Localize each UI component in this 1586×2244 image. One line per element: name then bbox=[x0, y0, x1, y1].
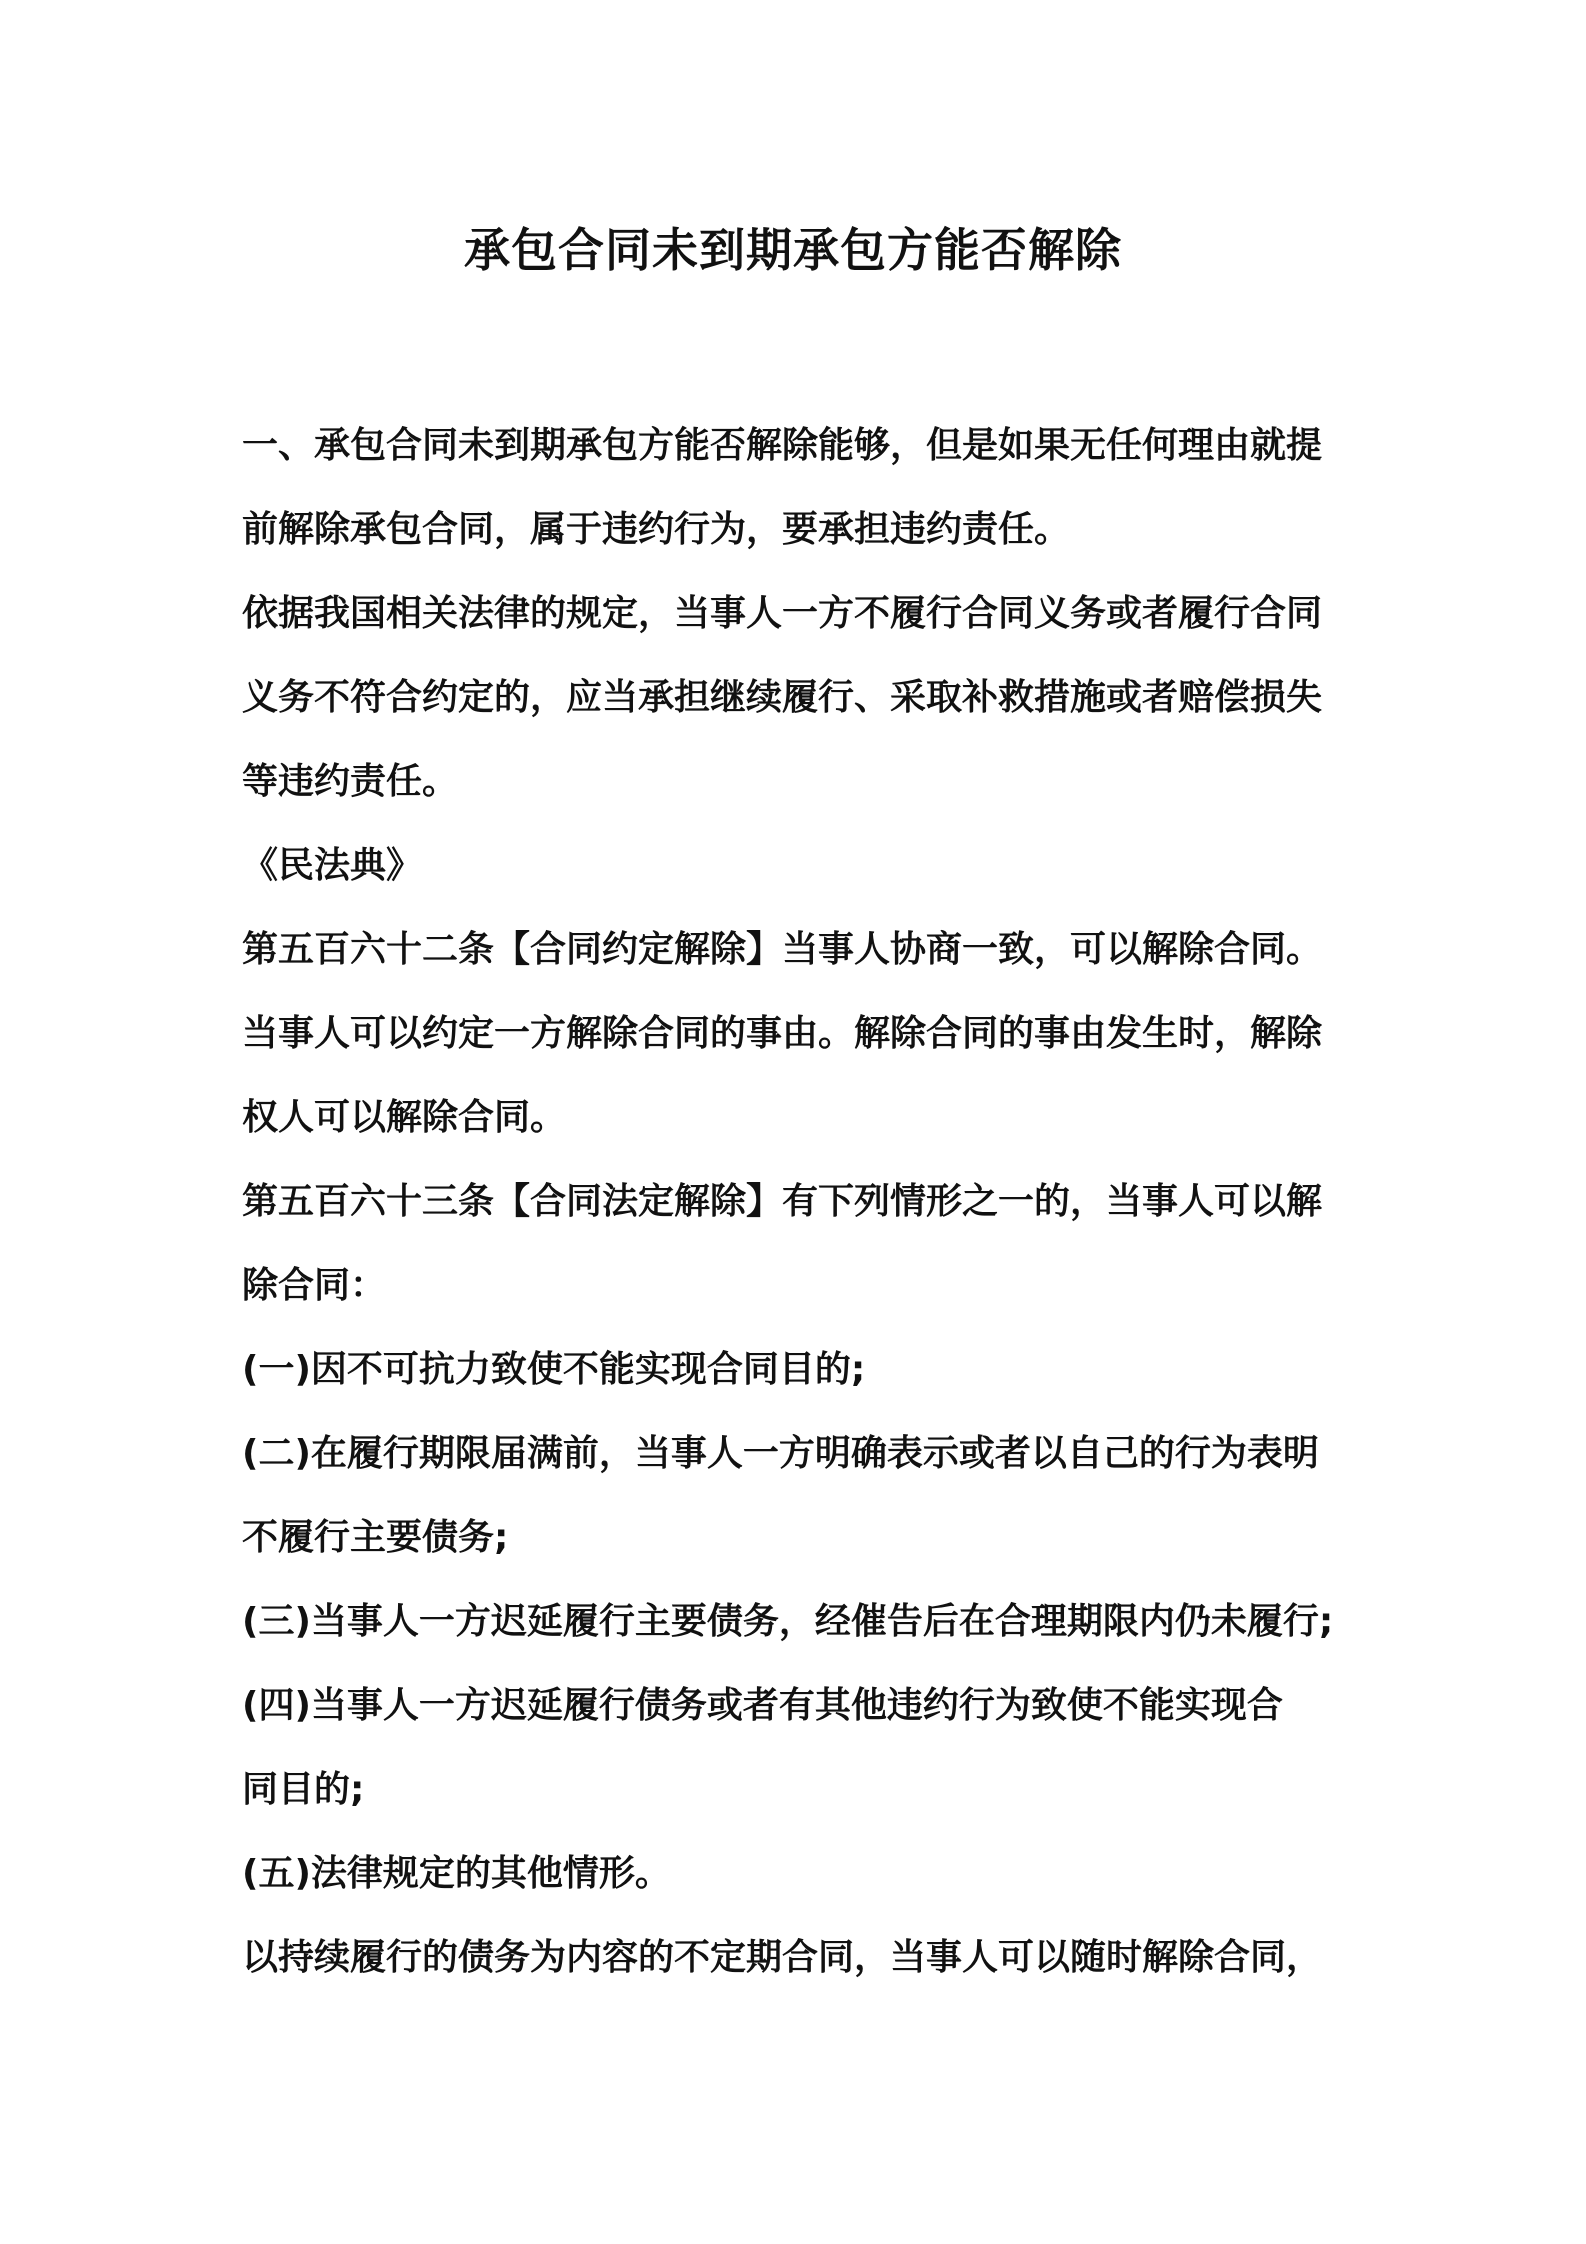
paragraph-line: 不履行主要债务; bbox=[242, 1517, 509, 1558]
paragraph-line: 第五百六十三条【合同法定解除】有下列情形之一的，当事人可以解 bbox=[242, 1181, 1323, 1222]
paragraph-line: 除合同： bbox=[242, 1265, 387, 1306]
paragraph-line: (二)在履行期限届满前，当事人一方明确表示或者以自己的行为表明 bbox=[242, 1433, 1319, 1474]
paragraph-line: 一、承包合同未到期承包方能否解除能够，但是如果无任何理由就提 bbox=[242, 425, 1323, 466]
document-body bbox=[242, 404, 1362, 2000]
paragraph-line: 义务不符合约定的，应当承担继续履行、采取补救措施或者赔偿损失 bbox=[242, 677, 1323, 718]
paragraph-line: 依据我国相关法律的规定，当事人一方不履行合同义务或者履行合同 bbox=[242, 593, 1323, 634]
paragraph-line: 同目的; bbox=[242, 1769, 365, 1810]
paragraph-line: 《民法典》 bbox=[242, 845, 423, 886]
paragraph-line: 等违约责任。 bbox=[242, 761, 459, 802]
paragraph-line: 以持续履行的债务为内容的不定期合同，当事人可以随时解除合同， bbox=[242, 1937, 1323, 1978]
paragraph-line: (五)法律规定的其他情形。 bbox=[242, 1853, 671, 1894]
paragraph-line: (三)当事人一方迟延履行主要债务，经催告后在合理期限内仍未履行; bbox=[242, 1601, 1334, 1642]
paragraph-line: 前解除承包合同，属于违约行为，要承担违约责任。 bbox=[242, 509, 1071, 550]
paragraph-line: 当事人可以约定一方解除合同的事由。解除合同的事由发生时，解除 bbox=[242, 1013, 1323, 1054]
paragraph-line: 权人可以解除合同。 bbox=[242, 1097, 567, 1138]
paragraph-line: (一)因不可抗力致使不能实现合同目的; bbox=[242, 1349, 866, 1390]
paragraph-line: 第五百六十二条【合同约定解除】当事人协商一致，可以解除合同。 bbox=[242, 929, 1323, 970]
paragraph-line: (四)当事人一方迟延履行债务或者有其他违约行为致使不能实现合 bbox=[242, 1685, 1283, 1726]
document-title: 承包合同未到期承包方能否解除 bbox=[464, 223, 1122, 277]
